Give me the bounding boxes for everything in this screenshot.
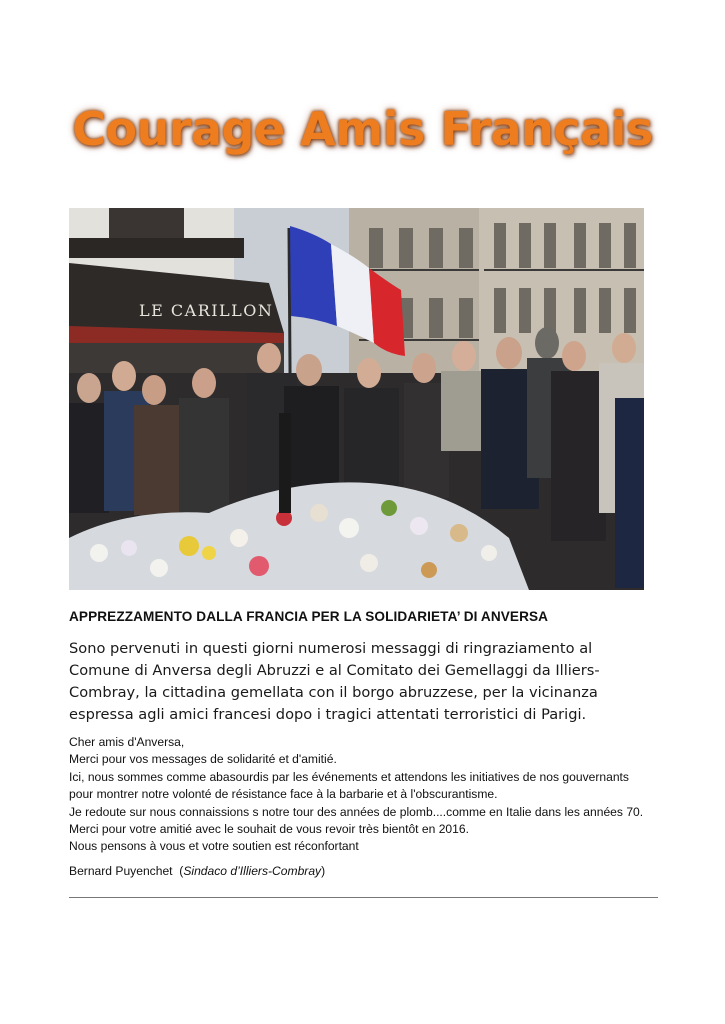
intro-line: Combray, la cittadina gemellata con il borgo abruzzese, per la vicinanza — [69, 684, 598, 701]
article-headline: APPREZZAMENTO DALLA FRANCIA PER LA SOLIDARIETA’ DI ANVERSA — [69, 609, 549, 624]
divider — [69, 897, 658, 898]
letter-body — [69, 734, 669, 856]
signature-role: Sindaco d’Illiers-Combray — [183, 864, 322, 878]
intro-line: Comune di Anversa degli Abruzzi e al Comitato dei Gemellaggi da Illiers- — [69, 662, 600, 679]
letter-line: Nous pensons à vous et votre soutien est réconfortant — [69, 839, 359, 854]
signature-name: Bernard Puyenchet — [69, 864, 173, 878]
signature-open-paren: ( — [179, 864, 184, 878]
letter-line: Ici, nous sommes comme abasourdis par les événements et attendons les initiatives de nos gouvernants — [69, 769, 629, 784]
letter-line: pour montrer notre volonté de résistance face à la barbarie et à l'obscurantisme. — [69, 787, 498, 802]
intro-paragraph — [69, 638, 659, 726]
page-title: Courage Amis Français — [72, 102, 653, 156]
letter-line: Cher amis d'Anversa, — [69, 735, 185, 749]
intro-line: Sono pervenuti in questi giorni numerosi messaggi di ringraziamento al — [69, 640, 593, 657]
letter-line: Merci pour vos messages de solidarité et d'amitié. — [69, 752, 337, 767]
intro-line: espressa agli amici francesi dopo i tragici attentati terroristici di Parigi. — [69, 706, 587, 723]
letter-line: Je redoute sur nous connaissions s notre tour des années de plomb....comme en Italie dans les années 70. — [69, 804, 644, 819]
cafe-sign: LE CARILLON — [139, 301, 274, 320]
letter-line: Merci pour votre amitié avec le souhait de vous revoir très bientôt en 2016. — [69, 822, 469, 837]
signature — [69, 864, 325, 878]
signature-close-paren: ) — [321, 864, 326, 878]
memorial-photo — [69, 208, 644, 590]
